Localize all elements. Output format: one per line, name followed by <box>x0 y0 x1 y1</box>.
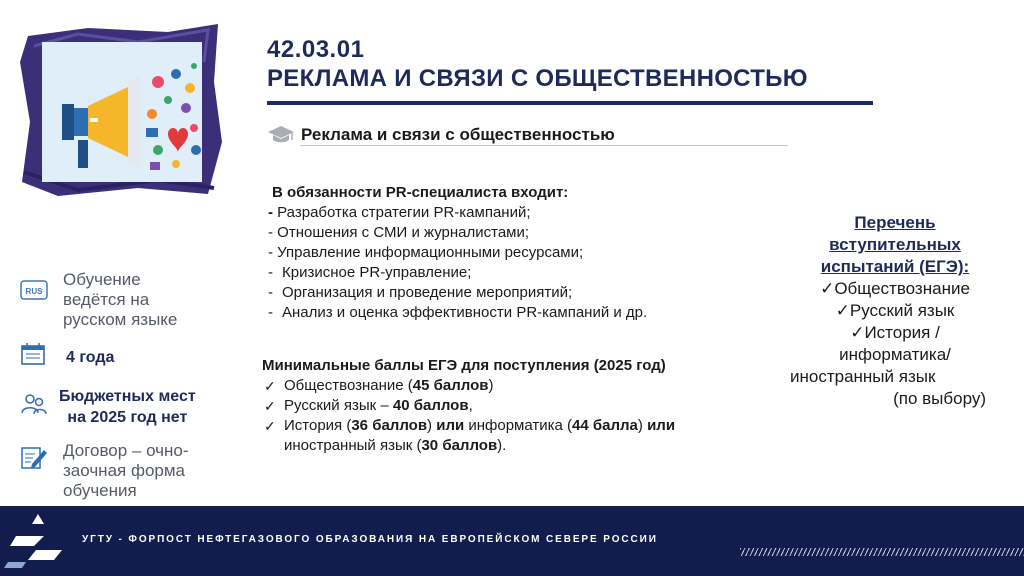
duties-block <box>268 183 768 323</box>
program-code: 42.03.01 <box>267 36 365 63</box>
university-logo <box>4 510 70 570</box>
exam-item-line: иностранный язык <box>790 367 936 386</box>
study-duration: 4 года <box>66 349 115 366</box>
exam-list-heading: вступительных <box>829 235 961 254</box>
check-icon: ✓ <box>264 378 276 394</box>
subtitle-row <box>267 124 787 146</box>
language-feature: Обучение ведётся на русском языке <box>63 270 178 329</box>
subtitle-divider <box>300 145 788 146</box>
score-row: ✓ История (36 баллов) или информатика (44 балла) или <box>264 417 676 434</box>
program-subtitle: Реклама и связи с общественностью <box>301 125 615 144</box>
check-icon: ✓ <box>264 418 276 434</box>
graduation-cap-icon <box>267 124 295 144</box>
footer-hatch-decoration <box>740 548 1024 556</box>
min-scores-block <box>262 356 762 456</box>
exam-list-heading: Перечень <box>854 213 936 232</box>
list-item: - Разработка стратегии PR-кампаний; <box>268 204 531 221</box>
megaphone-illustration <box>18 22 224 198</box>
budget-places: Бюджетных мест на 2025 год нет <box>59 388 196 426</box>
exam-item-line: информатика/ <box>839 345 951 364</box>
language-icon <box>20 278 48 302</box>
list-item: - Отношения с СМИ и журналистами; <box>268 224 530 241</box>
document-pen-icon <box>20 446 48 470</box>
exam-list-heading: испытаний (ЕГЭ): <box>820 257 970 276</box>
exam-list <box>790 212 1000 410</box>
list-item: - Анализ и оценка эффективности PR-кампаний и др. <box>268 304 648 321</box>
score-row: ✓ Обществознание (45 баллов) <box>264 377 494 394</box>
exam-item: ✓История / <box>850 323 940 342</box>
check-icon: ✓ <box>264 398 276 414</box>
exam-item: ✓Русский язык <box>835 301 955 320</box>
study-form: Договор – очно- заочная форма обучения <box>63 441 189 500</box>
score-row-continuation: иностранный язык (30 баллов). <box>284 437 507 454</box>
calendar-icon <box>20 342 48 366</box>
users-icon <box>20 392 48 416</box>
list-item: - Управление информационными ресурсами; <box>268 244 584 261</box>
language-badge: RUS <box>25 287 43 296</box>
duties-heading: В обязанности PR-специалиста входит: <box>272 184 569 201</box>
list-item: - Кризисное PR-управление; <box>268 264 472 281</box>
list-item: - Организация и проведение мероприятий; <box>268 284 573 301</box>
score-row: ✓ Русский язык – 40 баллов, <box>264 397 473 414</box>
min-scores-heading: Минимальные баллы ЕГЭ для поступления (2025 год) <box>262 357 666 374</box>
exam-item: ✓Обществознание <box>820 279 970 298</box>
exam-item-line: (по выбору) <box>893 389 986 408</box>
footer-slogan: УГТУ - ФОРПОСТ НЕФТЕГАЗОВОГО ОБРАЗОВАНИЯ НА ЕВРОПЕЙСКОМ СЕВЕРЕ РОССИИ <box>82 534 658 545</box>
page-title: РЕКЛАМА И СВЯЗИ С ОБЩЕСТВЕННОСТЬЮ <box>267 65 808 92</box>
title-underline <box>267 101 873 105</box>
